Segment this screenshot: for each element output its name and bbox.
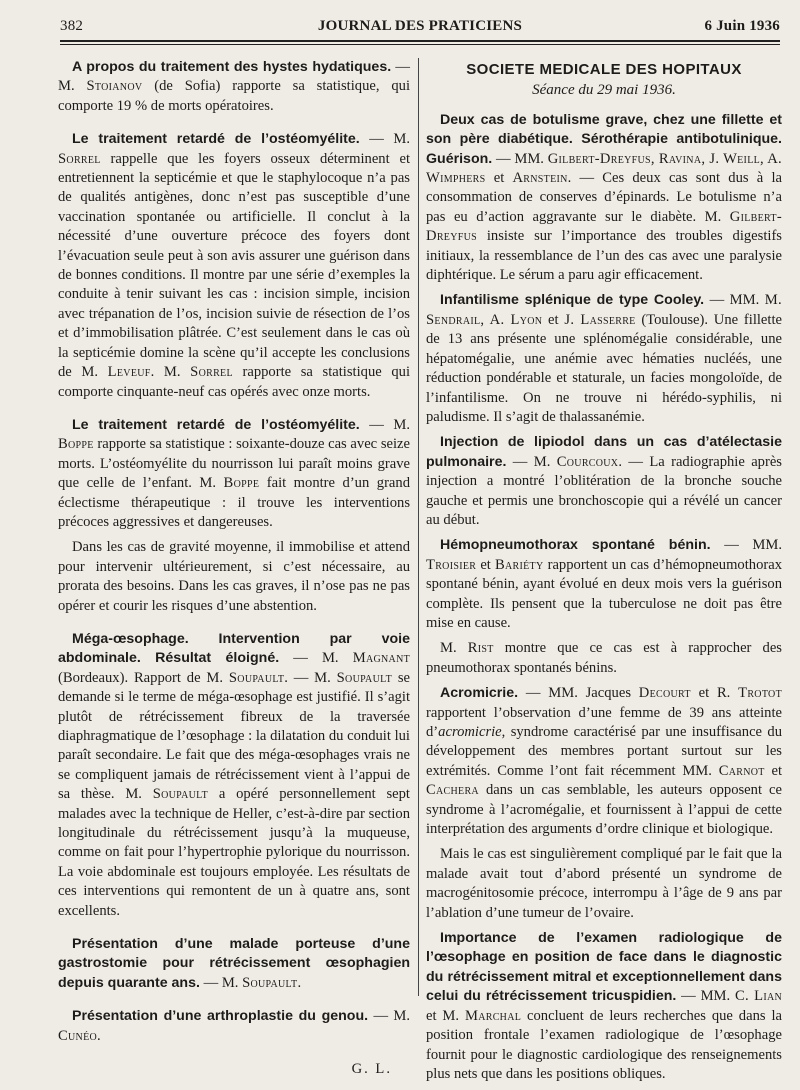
text: — M. bbox=[359, 416, 410, 433]
text: . — La radiographie après injection a montré l’oblitération de la bronche souche gauche et permis une bronchoscopie qui a révélé un cancer au début. bbox=[426, 453, 782, 528]
text: et bbox=[485, 170, 513, 187]
text: (de Sofia) rapporte sa statistique, qui comporte 19 % de morts opératoires. bbox=[58, 78, 410, 114]
issue-date: 6 Juin 1936 bbox=[704, 18, 780, 34]
author-name: Leveuf bbox=[107, 364, 151, 381]
right-column bbox=[426, 58, 782, 1090]
text: rapporte sa statistique : soixante-douze cas avec seize morts. L’ostéomyélite du nourrisson lui paraît moins grave que celle de l’enfant. M. bbox=[58, 436, 410, 492]
author-name: Carnot bbox=[718, 762, 765, 779]
author-name: Cachera bbox=[426, 782, 479, 799]
text: rapportent l’observation d’une femme de 39 ans atteinte d’ bbox=[426, 704, 782, 740]
text: (Toulouse). Une fillette de 13 ans présente une splénomégalie considérable, une hépatomégalie, une anémie avec hématies nucléés, une réduction pondérable et staturale, un facies mongoloïde, de l’infantilisme. On ne trouve ni hérédo-syphilis, ni paludisme. Il s’agit de thalassanémie. bbox=[426, 311, 782, 425]
session-date: Séance du 29 mai 1936. bbox=[532, 82, 676, 99]
text: M. bbox=[440, 640, 468, 657]
article-botulism bbox=[426, 111, 782, 286]
page-number: 382 bbox=[60, 18, 84, 34]
text: . — M. bbox=[284, 669, 337, 686]
author-name: Stoianov bbox=[86, 78, 143, 95]
author-name: C. Lian bbox=[735, 988, 782, 1005]
text: et bbox=[542, 311, 565, 328]
author-name: Marchal bbox=[464, 1007, 522, 1024]
author-name: Sorrel bbox=[190, 364, 233, 381]
article-hydatid-cysts bbox=[58, 58, 410, 116]
article-osteomyelitis-boppe bbox=[58, 416, 410, 532]
text: — M. bbox=[359, 131, 410, 148]
author-name: J. Lasserre bbox=[564, 311, 636, 328]
text: rapporte sa statistique qui comporte cinquante-neuf cas opérés avec onze morts. bbox=[58, 364, 410, 400]
article-lipiodol bbox=[426, 433, 782, 530]
author-name: Soupault bbox=[336, 669, 392, 686]
article-hemopneumothorax bbox=[426, 536, 782, 633]
article-title: A propos du traitement des hystes hydatiques. bbox=[72, 59, 392, 75]
article-title: Hémopneumothorax spontané bénin. bbox=[440, 537, 711, 554]
article-mega-oesophagus bbox=[58, 630, 410, 921]
text: — M. bbox=[199, 974, 243, 991]
article-title: Le traitement retardé de l’ostéomyélite. bbox=[72, 416, 360, 433]
article-title: Le traitement retardé de l’ostéomyélite. bbox=[72, 131, 360, 148]
text: — MM. bbox=[676, 988, 735, 1005]
text: concluent de leurs recherches que dans la position frontale l’examen radiologique de l’œsophage fournit pour le diagnostic cardiologique des renseignements plus nets que dans les positions obliques. bbox=[426, 1007, 782, 1082]
author-name: Sorrel bbox=[58, 150, 101, 167]
author-name: Boppe bbox=[58, 436, 94, 453]
author-name: Boppe bbox=[223, 475, 260, 492]
article-arthroplasty bbox=[58, 1007, 410, 1046]
article-title: Deux cas de botulisme grave, chez une fillette et son père diabétique. Sérothérapie antibotulinique. Guérison. bbox=[426, 111, 782, 167]
author-name: Bariéty bbox=[494, 556, 544, 573]
text: et bbox=[764, 762, 783, 779]
article-radiology-oesophagus bbox=[426, 929, 782, 1084]
text: et bbox=[476, 556, 495, 573]
author-name: Troisier bbox=[426, 556, 477, 573]
article-osteomyelitis-sorrel bbox=[58, 130, 410, 402]
text: . bbox=[297, 974, 302, 991]
author-name: Courcoux bbox=[556, 453, 619, 470]
text: — MM. bbox=[704, 292, 765, 309]
article-title: Injection de lipiodol dans un cas d’atélectasie pulmonaire. bbox=[426, 434, 782, 470]
article-title: Infantilisme splénique de type Cooley. bbox=[440, 292, 705, 309]
text: dans un cas semblable, les auteurs opposent ce syndrome à l’acromégalie, et fournissent à l’appui de cette interprétation des arguments d’ordre clinique et biologique. bbox=[426, 782, 782, 838]
author-name: Decourt bbox=[638, 685, 691, 702]
article-title: Importance de l’examen radiologique de l’œsophage en position de face dans le diagnostic du rétrécissement mitral et exceptionnellement dans celui du rétrécissement tricuspidien. bbox=[426, 930, 782, 1005]
article-acromicria bbox=[426, 684, 782, 839]
column-divider bbox=[418, 58, 419, 996]
author-name: Soupault bbox=[228, 669, 285, 686]
text: . bbox=[97, 1027, 101, 1044]
author-names: Gilbert-Dreyfus, Ravina, J. Weill, A. Wimphers bbox=[426, 150, 782, 187]
author-name: Soupault bbox=[242, 974, 298, 991]
article-title: Acromicrie. bbox=[440, 685, 519, 702]
text: . — Ces deux cas sont dus à la consommation de conserves d’épinards. Le botulisme n’a pas eu d’action aggravante sur le diabète. M. bbox=[426, 170, 782, 225]
text: (Bordeaux). Rapport de M. bbox=[58, 669, 229, 686]
italic-term: acromicrie bbox=[438, 724, 502, 740]
author-name: Gilbert-Dreyfus bbox=[426, 208, 782, 245]
journal-title: JOURNAL DES PRATICIENS bbox=[317, 18, 523, 34]
text: — M. bbox=[279, 650, 353, 667]
section-title: SOCIETE MEDICALE DES HOPITAUX bbox=[466, 61, 742, 78]
author-name: Trotot bbox=[738, 685, 782, 702]
author-name: Cunéo bbox=[58, 1027, 98, 1044]
text: et M. bbox=[426, 1007, 465, 1024]
article-title: Présentation d’une malade porteuse d’une gastrostomie pour rétrécissement œsophagien depuis quarante ans. bbox=[58, 936, 410, 991]
article-title: Présentation d’une arthroplastie du genou. bbox=[72, 1008, 369, 1025]
author-name: Rist bbox=[467, 640, 494, 657]
author-names: M. Sendrail, A. Lyon bbox=[426, 292, 783, 328]
text: — MM. Jacques bbox=[518, 685, 639, 702]
article-paragraph: Mais le cas est singulièrement compliqué par le fait que la malade avait tout d’abord présenté un syndrome de macrogénitosomie précoce, interrompu à l’âge de 9 ans par l’ablation d’une tumeur de l’ovaire. bbox=[426, 846, 782, 921]
author-name: Soupault bbox=[152, 786, 209, 803]
text: fait montre d’un grand éclectisme thérapeutique : il trouve les interventions précoces aggressives et dangereuses. bbox=[58, 475, 410, 530]
article-paragraph: Dans les cas de gravité moyenne, il immobilise et attend pour intervenir ultérieurement, si c’est nécessaire, au prorata des besoins. Dans les cas graves, il n’ose pas ne pas opérer et courir les risques d’une abstention. bbox=[58, 539, 410, 614]
header-rule bbox=[60, 40, 780, 45]
article-paragraph bbox=[426, 639, 782, 678]
author-name: Arnstein bbox=[512, 170, 568, 187]
text: — M. bbox=[368, 1008, 410, 1025]
text: insiste sur l’importance des troubles digestifs initiaux, la ressemblance de l’un des cas avec une paralysie diphtérique. Le sérum a paru agir efficacement. bbox=[426, 228, 782, 284]
text: — M. bbox=[506, 453, 557, 470]
text: a opéré personnellement sept malades avec la technique de Heller, c’est-à-dire par section longitudinale du rétrécissement jusqu’à la muqueuse, comme on fait pour l’hypertrophie pylorique du nourrisson. La voie abdominale est toujours employée. Les résultats de ces interventions qui remontent de un à quatre ans, sont excellents. bbox=[58, 786, 410, 919]
author-signature: G. L. bbox=[351, 1061, 392, 1078]
text: — M. bbox=[58, 59, 410, 95]
text: montre que ce cas est à rapprocher des pneumothorax spontanés bénins. bbox=[426, 640, 782, 676]
article-gastrostomy bbox=[58, 935, 410, 993]
article-title: Méga-œsophage. Intervention par voie abdominale. Résultat éloigné. bbox=[58, 630, 410, 667]
text: rappelle que les foyers osseux déterminent et entretiennent la septicémie et que le staphylocoque n’a pas de qualités antigènes, donc n’est pas susceptible d’une vaccination spontanée ou artificielle. Il conclut à la nécessité d’une ouverture précoce des foyers dont l’évacuation seule peut à son avis assurer une guérison dans de bonnes conditions. Il montre par une série d’exemples la conduite à tenir suivant les cas : incision simple, incision avec trépanation de l’os, incision suivie de résection de l’os et d’immobilisation plâtrée. C’est seulement dans le cas où la septicémie domine la scène qu’il accepte les conclusions de M. bbox=[58, 150, 410, 381]
text: rapportent un cas d’hémopneumothorax spontané bénin, ayant évolué en deux mois vers la guérison complète. Ils pensent que la tuberculose ne doit pas être mise en cause. bbox=[426, 556, 782, 631]
text: — MM. bbox=[710, 537, 782, 554]
text: se demande si le terme de méga-œsophage est justifié. Il s’agit plutôt de rétrécissement fibreux de la traversée diaphragmatique de l’œsophage : la dilatation du conduit lui paraît secondaire. Le fait que des méga-œsophages vrais ne se compliquent jamais de rétrécissement vient à l’appui de sa thèse. M. bbox=[58, 669, 410, 803]
text: et R. bbox=[690, 685, 739, 702]
article-cooley bbox=[426, 291, 782, 427]
text: , syndrome caractérisé par une insuffisance du développement des membres portant surtout sur les extrémités. Comme l’ont fait récemment MM. bbox=[426, 724, 782, 779]
left-column bbox=[58, 58, 410, 1080]
text: . M. bbox=[150, 364, 191, 381]
text: — MM. bbox=[492, 150, 548, 167]
author-name: Magnant bbox=[352, 650, 410, 667]
